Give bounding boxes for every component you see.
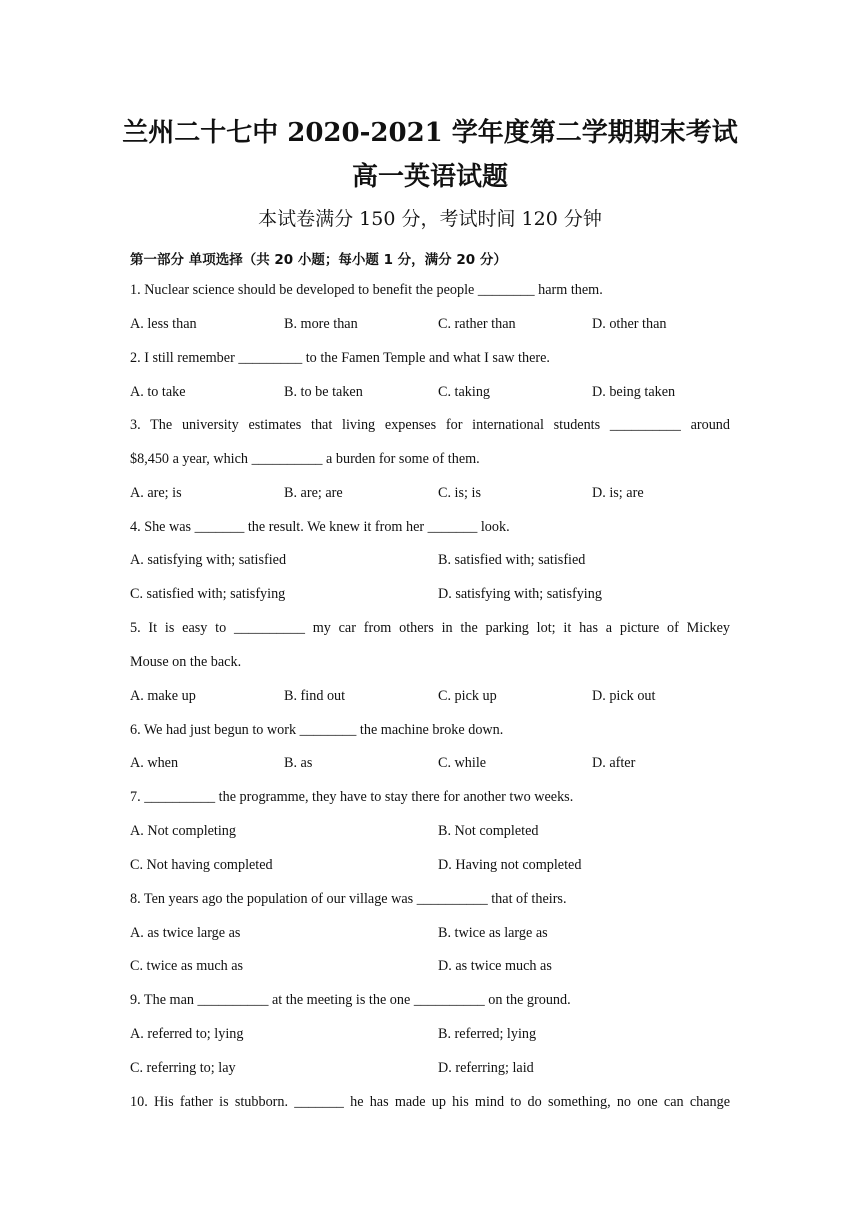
option-c: C. taking bbox=[438, 384, 491, 400]
option-a: A. to take bbox=[130, 384, 186, 400]
option-c: C. rather than bbox=[438, 316, 516, 332]
question-9-options-row-1 bbox=[130, 1026, 730, 1048]
option-d: D. referring; laid bbox=[438, 1060, 534, 1076]
option-c: C. satisfied with; satisfying bbox=[130, 586, 286, 602]
option-b: B. referred; lying bbox=[438, 1026, 537, 1042]
option-b: B. satisfied with; satisfied bbox=[438, 552, 586, 568]
option-b: B. to be taken bbox=[284, 384, 363, 400]
question-5-stem-line-1: 5. It is easy to __________ my car from others in the parking lot; it has a picture of Mickey bbox=[130, 620, 730, 636]
option-d: D. after bbox=[592, 755, 636, 771]
option-b: B. find out bbox=[284, 688, 346, 704]
question-2-options bbox=[130, 384, 730, 406]
question-6-options bbox=[130, 755, 730, 777]
option-b: B. as bbox=[284, 755, 313, 771]
option-d: D. being taken bbox=[592, 384, 676, 400]
question-3-options bbox=[130, 485, 730, 507]
question-2-stem: 2. I still remember _________ to the Famen Temple and what I saw there. bbox=[130, 350, 550, 366]
exam-title: 兰州二十七中 2020-2021 学年度第二学期期末考试 bbox=[122, 118, 738, 148]
question-5-stem-line-2: Mouse on the back. bbox=[130, 654, 242, 670]
option-c: C. is; is bbox=[438, 485, 481, 501]
question-3-stem-line-1: 3. The university estimates that living expenses for international students __________ around bbox=[130, 417, 730, 433]
question-5-options bbox=[130, 688, 730, 710]
option-a: A. less than bbox=[130, 316, 197, 332]
option-a: A. Not completing bbox=[130, 823, 236, 839]
question-4-options-row-2 bbox=[130, 586, 730, 608]
option-d: D. other than bbox=[592, 316, 667, 332]
question-4-options-row-1 bbox=[130, 552, 730, 574]
option-c: C. pick up bbox=[438, 688, 497, 704]
option-a: A. as twice large as bbox=[130, 925, 241, 941]
question-1-stem: 1. Nuclear science should be developed to benefit the people ________ harm them. bbox=[130, 282, 603, 298]
question-10-stem: 10. His father is stubborn. _______ he has made up his mind to do something, no one can change bbox=[130, 1094, 730, 1110]
question-8-stem: 8. Ten years ago the population of our village was __________ that of theirs. bbox=[130, 891, 567, 907]
option-b: B. are; are bbox=[284, 485, 343, 501]
option-d: D. as twice much as bbox=[438, 958, 552, 974]
option-b: B. Not completed bbox=[438, 823, 539, 839]
option-d: D. is; are bbox=[592, 485, 644, 501]
question-9-stem: 9. The man __________ at the meeting is the one __________ on the ground. bbox=[130, 992, 571, 1008]
option-c: C. while bbox=[438, 755, 487, 771]
question-7-options-row-1 bbox=[130, 823, 730, 845]
option-c: C. referring to; lay bbox=[130, 1060, 236, 1076]
question-3-stem-line-2: $8,450 a year, which __________ a burden for some of them. bbox=[130, 451, 480, 467]
question-9-options-row-2 bbox=[130, 1060, 730, 1082]
option-a: A. satisfying with; satisfied bbox=[130, 552, 287, 568]
question-7-options-row-2 bbox=[130, 857, 730, 879]
question-8-options-row-1 bbox=[130, 925, 730, 947]
option-a: A. are; is bbox=[130, 485, 182, 501]
exam-subtitle: 高一英语试题 bbox=[351, 162, 508, 192]
option-b: B. more than bbox=[284, 316, 358, 332]
option-d: D. satisfying with; satisfying bbox=[438, 586, 602, 602]
option-d: D. pick out bbox=[592, 688, 656, 704]
question-4-stem: 4. She was _______ the result. We knew it from her _______ look. bbox=[130, 519, 510, 535]
question-7-stem: 7. __________ the programme, they have to stay there for another two weeks. bbox=[130, 789, 574, 805]
option-c: C. Not having completed bbox=[130, 857, 273, 873]
option-a: A. make up bbox=[130, 688, 196, 704]
option-a: A. when bbox=[130, 755, 179, 771]
question-1-options bbox=[130, 316, 730, 338]
section-heading: 第一部分 单项选择（共 20 小题；每小题 1 分，满分 20 分） bbox=[130, 252, 507, 268]
exam-info: 本试卷满分 150 分，考试时间 120 分钟 bbox=[258, 208, 602, 230]
question-6-stem: 6. We had just begun to work ________ the machine broke down. bbox=[130, 722, 504, 738]
question-8-options-row-2 bbox=[130, 958, 730, 980]
option-b: B. twice as large as bbox=[438, 925, 548, 941]
option-d: D. Having not completed bbox=[438, 857, 582, 873]
option-c: C. twice as much as bbox=[130, 958, 244, 974]
option-a: A. referred to; lying bbox=[130, 1026, 244, 1042]
